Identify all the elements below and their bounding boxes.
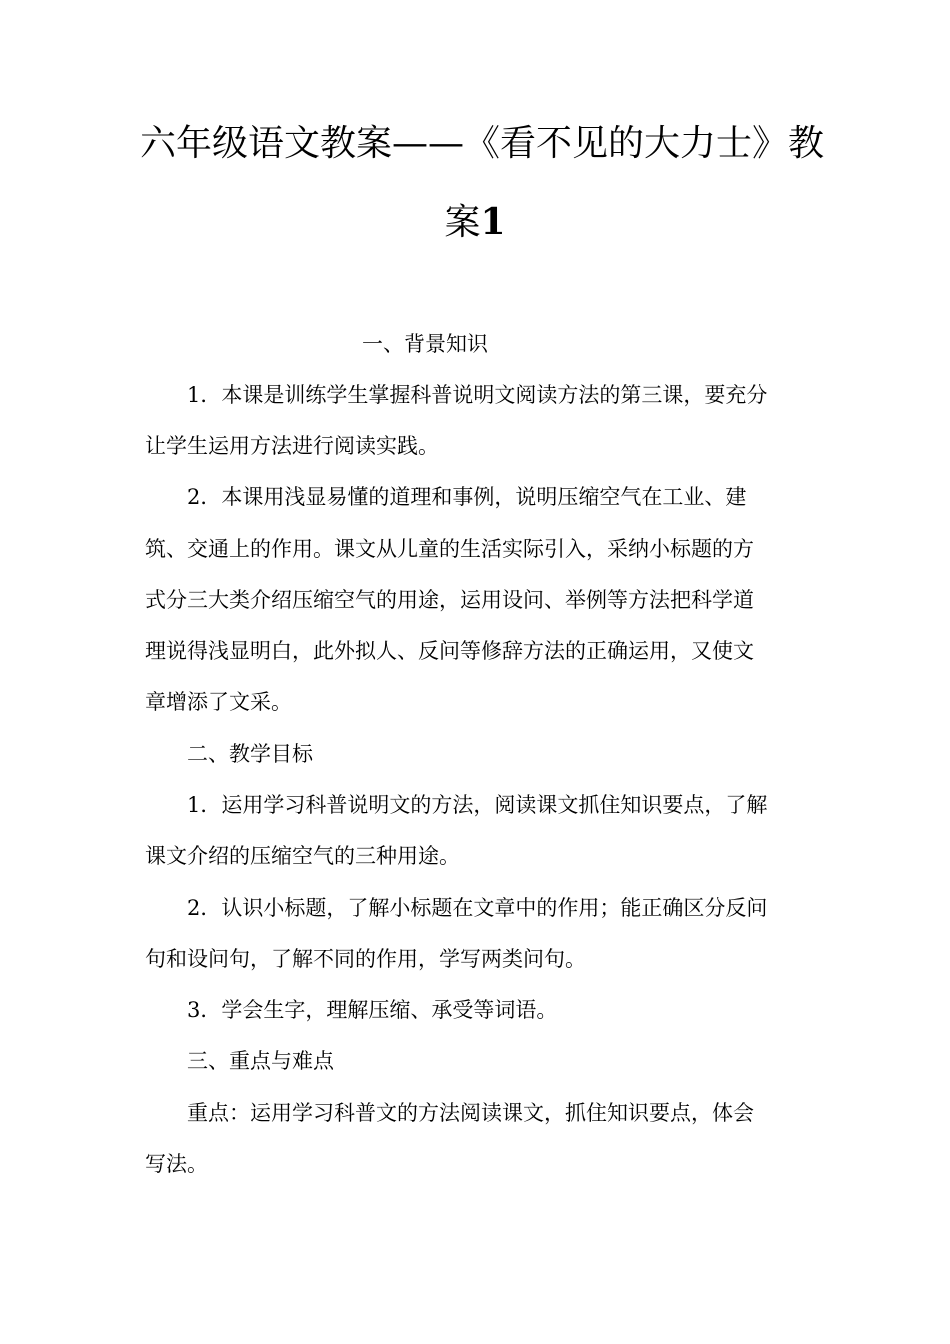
paragraph-line: 句和设问句，了解不同的作用，学写两类问句。 [145,947,586,971]
section-heading-background: 一、背景知识 [362,332,488,356]
paragraph-line: 1．运用学习科普说明文的方法，阅读课文抓住知识要点，了解 [187,793,768,817]
paragraph-line: 课文介绍的压缩空气的三种用途。 [145,844,460,868]
paragraph-line: 筑、交通上的作用。课文从儿童的生活实际引入，采纳小标题的方 [145,537,754,561]
section-heading-key-points: 三、重点与难点 [187,1049,334,1073]
paragraph-line: 让学生运用方法进行阅读实践。 [145,434,439,458]
paragraph-line: 2．本课用浅显易懂的道理和事例，说明压缩空气在工业、建 [187,485,747,509]
paragraph-line: 章增添了文采。 [145,690,292,714]
paragraph-line: 理说得浅显明白，此外拟人、反问等修辞方法的正确运用，又使文 [145,639,754,663]
paragraph-line: 2．认识小标题，了解小标题在文章中的作用；能正确区分反问 [187,896,768,920]
title-number: 1 [480,201,506,243]
paragraph-line: 重点：运用学习科普文的方法阅读课文，抓住知识要点，体会 [187,1101,754,1125]
title-text: 案 [444,202,481,243]
document-title-line-1: 六年级语文教案——《看不见的大力士》教 [140,123,825,164]
paragraph-line: 式分三大类介绍压缩空气的用途，运用设问、举例等方法把科学道 [145,588,754,612]
paragraph-line: 写法。 [145,1152,208,1176]
section-heading-goals: 二、教学目标 [187,742,313,766]
document-title-line-2 [140,202,810,243]
paragraph-line: 3．学会生字，理解压缩、承受等词语。 [187,998,558,1022]
paragraph-line: 1．本课是训练学生掌握科普说明文阅读方法的第三课，要充分 [187,383,768,407]
